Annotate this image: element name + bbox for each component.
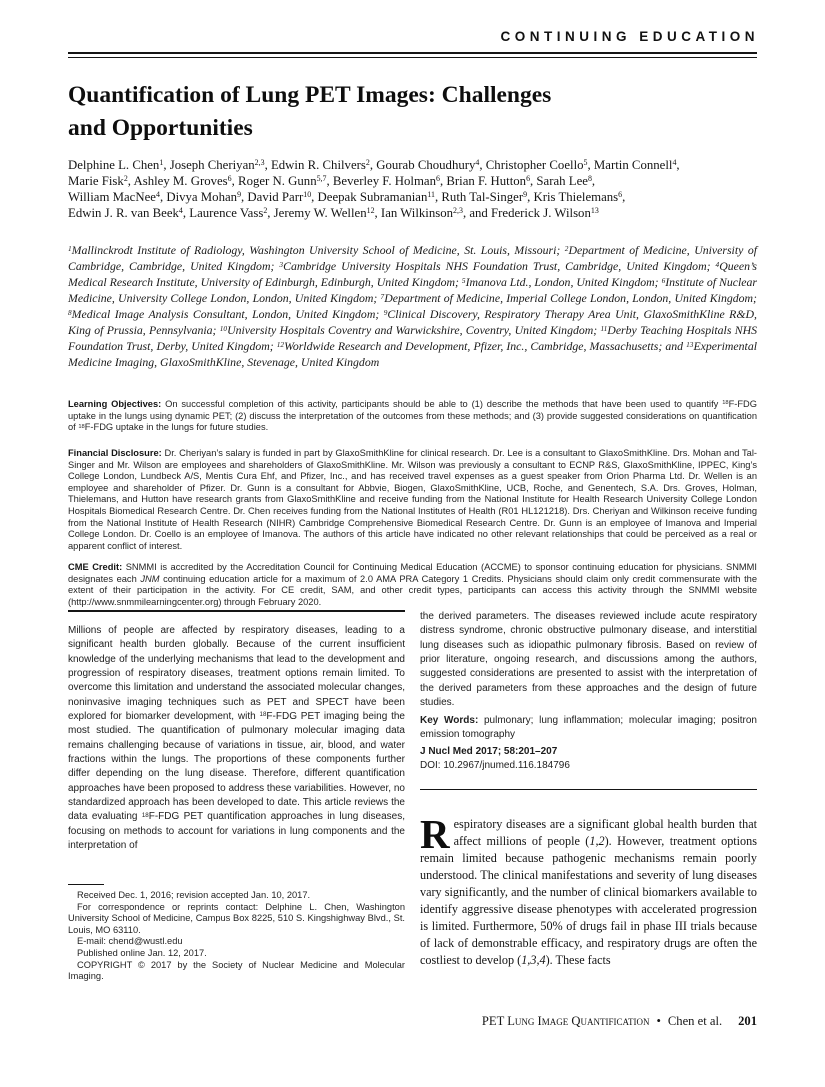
doi: DOI: 10.2967/jnumed.116.184796 [420,760,570,771]
intro-text: espiratory diseases are a significant global health burden that affect millions of people (1,2). However, treatment options remain limited because pathogenic mechanisms remain poorly understood. The clinical manifestations and severity of lung diseases vary significantly, and the number of clinical biomarkers available to identify aggressive disease phenotypes with accelerated progression is limited. Furthermore, 50% of drugs fail in phase III trials because of lack of demonstrable efficacy, and respiratory drugs are often the costliest to develop (1,3,4). These facts [420,817,757,967]
learning-objectives-text: On successful completion of this activity, participants should be able to (1) describe the methods that have been used to quantify $^{18}$F-FDG uptake in the lungs using dynamic PET; (2) discuss the interpretation of the outcomes from these methods; and (3) provide suggested considerations on quantification of $^{18}$F-FDG uptake in the lungs for future studies. [68,399,757,433]
article-title [68,79,708,145]
author-note-rule [68,884,104,885]
cme-credit-label: CME Credit: [68,562,123,572]
intro-paragraph [420,811,757,969]
author-note-line: Published online Jan. 12, 2017. [77,947,207,958]
footer-page-number: 201 [738,1014,757,1028]
key-words-label: Key Words: [420,715,479,726]
abstract-part-1: Millions of people are affected by respiratory diseases, leading to a significant health burden globally. Because of the current insufficient knowledge of the underlying mechanisms that lead to the development and progression of respiratory diseases, treatment options remain limited. To overcome this limitation and understand the associated molecular changes, noninvasive imaging techniques such as PET and SPECT have been explored for biomarker development, with $^{18}$F-FDG PET imaging being the most studied. The quantification of pulmonary molecular imaging data remains challenging because of variations in tissue, air, blood, and water fractions within the lungs. The proportions of these components further differ depending on the lung disease. Therefore, different quantification approaches have been proposed to address these variabilities. However, no standardized approach has been developed to date. This article reviews the data evaluating $^{18}$F-FDG PET quantification approaches in lung diseases, focusing on methods to account for variations in lung components and the interpretation of [68,625,405,852]
cme-credit-text: SNMMI is accredited by the Accreditation Council for Continuing Medical Education (ACCME) to sponsor continuing education for physicians. SNMMI designates each JNM continuing education article for a maximum of 2.0 AMA PRA Category 1 Credits. Physicians should claim only credit commensurate with the extent of their participation in the activity. For CE credit, SAM, and other credit types, participants can access this activity through the SNMMI website (http://www.snmmilearningcenter.org) through February 2020. [68,562,758,607]
intro-rule [420,789,757,790]
abstract-rule [68,610,405,612]
key-words [420,714,757,743]
author-note [68,884,405,983]
author-list: Delphine L. Chen$^1$, Joseph Cheriyan$^{2,3}$, Edwin R. Chilvers$^2$, Gourab Choudhury$^4$, Christopher Coello$^5$, Martin Connell$^4$, Marie Fisk$^2$, Ashley M. Groves$^6$, Roger N. Gunn$^{5,7}$, Beverley F. Holman$^6$, Brian F. Hutton$^6$, Sarah Lee$^8$, William MacNee$^4$, Divya Mohan$^9$, David Parr$^{10}$, Deepak Subramanian$^{11}$, Ruth Tal-Singer$^9$, Kris Thielemans$^6$, Edwin J. R. van Beek$^4$, Laurence Vass$^2$, Jeremy W. Wellen$^{12}$, Ian Wilkinson$^{2,3}$, and Frederick J. Wilson$^{13}$ [68,158,680,220]
affiliation-list: $^1$Mallinckrodt Institute of Radiology, Washington University School of Medicine, St. Louis, Missouri; $^2$Department of Medicine, University of Cambridge, Cambridge, United Kingdom; $^3$Cambridge University Hospitals NHS Foundation Trust, Cambridge, United Kingdom; $^4$Queen’s Medical Research Institute, University of Edinburgh, Edinburgh, United Kingdom; $^5$Imanova Ltd., London, United Kingdom; $^6$Institute of Nuclear Medicine, University College London, London, United Kingdom; $^7$Department of Medicine, Imperial College London, London, United Kingdom; $^8$Medical Image Analysis Consultant, London, United Kingdom; $^9$Clinical Discovery, Respiratory Therapy Area Unit, GlaxoSmithKline R&D, King of Prussia, Pennsylvania; $^{10}$University Hospitals Coventry and Warwickshire, Coventry, United Kingdom; $^{11}$Derby Teaching Hospitals NHS Foundation Trust, Derby, United Kingdom; $^{12}$Worldwide Research and Development, Pfizer, Inc., Cambridge, Massachusetts; and $^{13}$Experimental Medicine Imaging, GlaxoSmithKline, Stevenage, United Kingdom [68,243,757,369]
cme-credit [68,562,757,608]
drop-cap: R [420,811,450,857]
running-footer [482,1014,757,1029]
financial-disclosure [68,448,757,552]
abstract-part-2: the derived parameters. The diseases reviewed include acute respiratory distress syndrome, chronic obstructive pulmonary disease, and interstitial lung diseases such as idiopathic pulmonary fibrosis. Based on review of prior literature, ongoing research, and discussions among the authors, suggested considerations are presented to assist with the interpretation of the derived parameters from these approaches and the design of future studies. [420,611,757,709]
learning-objectives-label: Learning Objectives: [68,399,162,409]
journal-citation: J Nucl Med 2017; 58:201–207 [420,746,558,757]
footer-bullet: • [656,1014,661,1028]
learning-objectives [68,399,757,434]
author-note-line: E-mail: chend@wustl.edu [77,936,183,947]
header-double-rule [68,52,757,58]
financial-disclosure-text: Dr. Cheriyan’s salary is funded in part by GlaxoSmithKline for clinical research. Dr. Lee is a consultant to GlaxoSmithKline. Drs. Mohan and Tal-Singer and Mr. Wilson are employees and shareholders of GlaxoSmithKline. Mr. Wilson was previously a consultant to ECNP R&S, GlaxoSmithKline, IPPEC, King’s College London, Lundbeck A/S, Mentis Cura Ehf, and Pfizer, Inc., and has received travel expenses as a guest speaker from Orion Pharma Ltd. Dr. Wellen is an employee and shareholder of Pfizer. Dr. Gunn is a consultant for Abbvie, Biogen, GlaxoSmithKline, UCB, Roche, and Genentech, S.A. Drs. Groves, Holman, Thielemans, and Hutton have research grants from GlaxoSmithKline and receive funding from the National Institute for Health Research University College London Hospitals Biomedical Research Centre. Dr. Chen receives funding from the National Institutes of Health (R01 HL121218). Drs. Cheriyan and Wilkinson receive funding from the National Institute of Health Research (NIHR) Cambridge Comprehensive Biomedical Research Centre. Dr. Gunn is an employee of Imanova and Imperial College London. Dr. Coello is an employee of Imanova. The authors of this article have indicated no other relevant relationships that could be perceived as a real or apparent conflict of interest. [68,448,758,551]
article-title-line2: and Opportunities [68,115,253,141]
author-note-line: COPYRIGHT © 2017 by the Society of Nuclear Medicine and Molecular Imaging. [68,959,405,982]
section-kicker: CONTINUING EDUCATION [500,29,759,44]
footer-authors: Chen et al. [667,1014,723,1028]
footer-journal-title: PET Lung Image Quantification [481,1014,650,1028]
financial-disclosure-label: Financial Disclosure: [68,448,162,458]
article-title-line1: Quantification of Lung PET Images: Challenges [68,82,552,108]
author-note-line: Received Dec. 1, 2016; revision accepted Jan. 10, 2017. [77,890,311,900]
key-words-text: pulmonary; lung inflammation; molecular imaging; positron emission tomography [420,715,757,741]
author-note-line: For correspondence or reprints contact: Delphine L. Chen, Washington University School of Medicine, Campus Box 8225, 510 S. Kingshighway Blvd., St. Louis, MO 63110. [68,901,405,935]
